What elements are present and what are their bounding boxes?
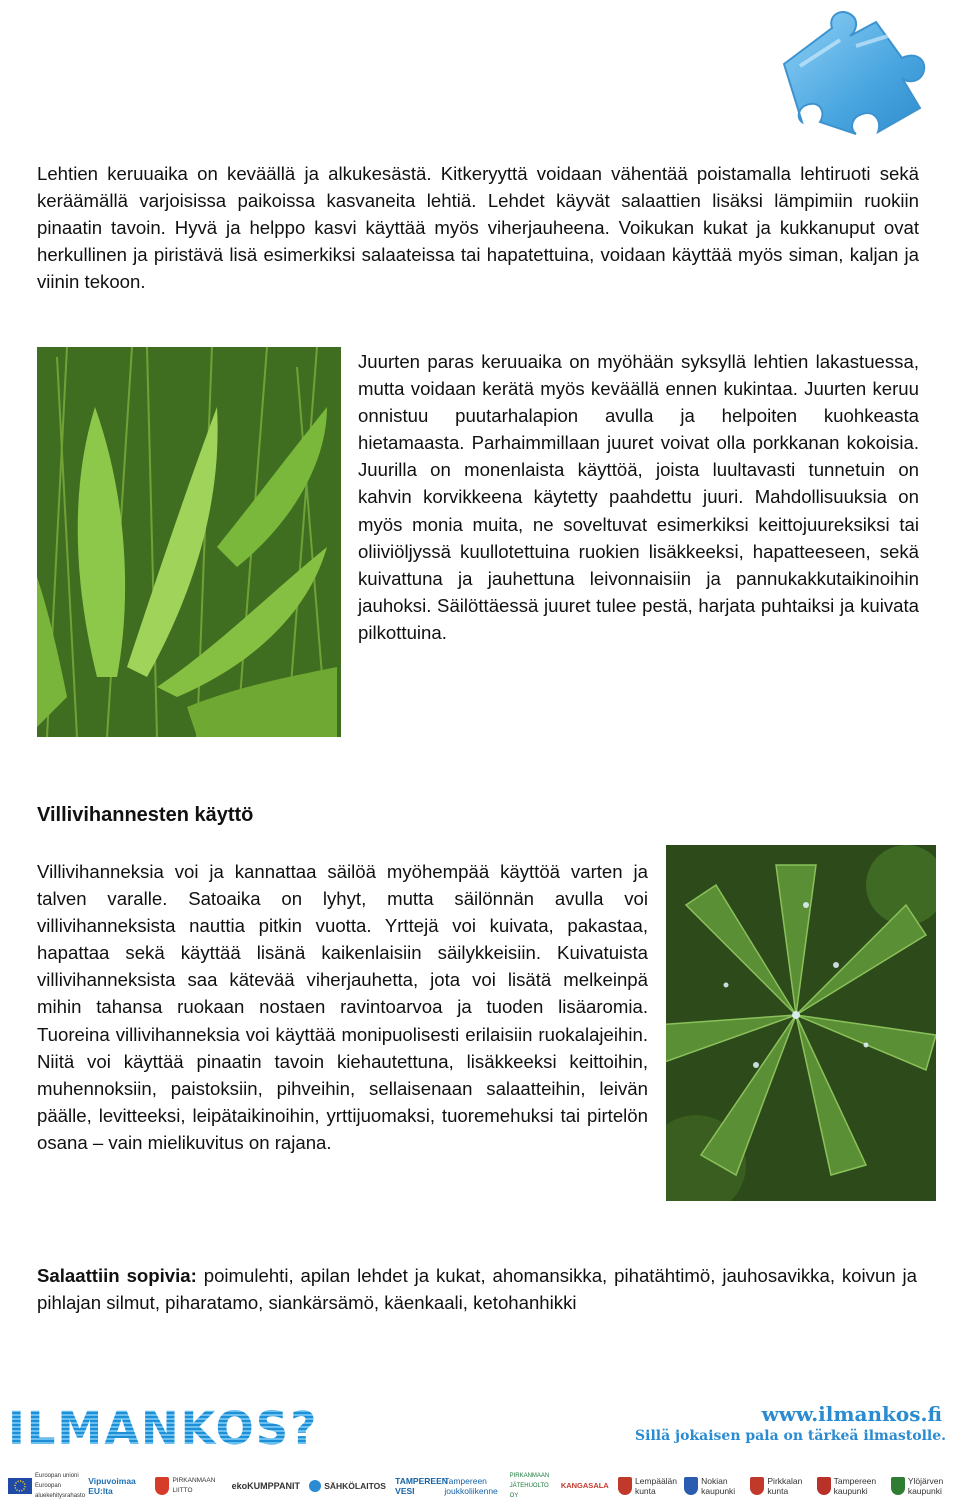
eu-flag-icon — [8, 1478, 32, 1494]
svg-text:ILMANKOS?: ILMANKOS? — [8, 1404, 319, 1450]
ekokumppanit-logo: ekoKUMPPANIT — [231, 1481, 300, 1491]
crest-icon — [684, 1477, 698, 1495]
crest-icon — [750, 1477, 764, 1495]
dandelion-leaves-photo — [37, 347, 341, 737]
website-url[interactable]: www.ilmankos.fi — [761, 1402, 942, 1426]
ilmankos-logo — [8, 1404, 368, 1450]
circle-icon — [309, 1480, 321, 1492]
section-heading: Villivihannesten käyttö — [37, 804, 254, 826]
vipuvoimaa-logo: Vipuvoimaa EU:lta — [88, 1476, 136, 1496]
pirkkala-logo: Pirkkalan kunta — [750, 1476, 807, 1496]
kangasala-logo: KANGASALA — [560, 1481, 609, 1490]
tampere-logo: Tampereen kaupunki — [817, 1476, 882, 1496]
vesi-logo: TAMPEREEN VESI — [395, 1476, 448, 1496]
nokia-logo: Nokian kaupunki — [684, 1476, 741, 1496]
joukkoliikenne-logo: Tampereen joukkoliikenne — [444, 1476, 498, 1496]
eu-logo: Euroopan unioni Euroopan aluekehitysrahasto — [8, 1471, 79, 1501]
ylojarvi-logo: Ylöjärven kaupunki — [891, 1476, 952, 1496]
ladys-mantle-photo — [666, 845, 936, 1201]
roots-paragraph: Juurten paras keruuaika on myöhään syksyllä lehtien lakastuessa, mutta voidaan kerätä myös keväällä ennen kukintaa. Juurten keruu onnistuu puutarhalapion avulla ja helpoiten kuohkeasta hietamaasta. Parhaimmillaan juuret voivat olla porkkanan kokoisia. Juurilla on monenlaista käyttöä, joista luultavasti tunnetuin on kahvin korvikkeena käytetty paahdettu juuri. Mahdollisuuksia on myös monia muita, ne soveltuvat esimerkiksi keittojuureksiksi tai oliiviöljyssä kuullotettuina ruokien lisäkkeeksi, hapatteeseen, sekä kuivattuna ja jauhettuna leivonnaisiin ja pannukakkutaikinoihin jauhoksi. Säilöttäessä juuret tulee pestä, harjata puhtaiksi ja kuivata pilkottuina. — [358, 351, 919, 643]
jatehuolto-logo: PIRKANMAAN JÄTEHUOLTO OY — [509, 1473, 550, 1499]
intro-paragraph: Lehtien keruuaika on keväällä ja alkukesästä. Kitkeryyttä voidaan vähentää poistamalla lehtiruoti sekä keräämällä varjoisissa paikoissa kasvaneita lehtiä. Lehdet käyvät salaattien lisäksi lämpimiin ruokiin pinaatin tavoin. Hyvä ja helppo kasvi käyttää myös viherjauheena. Voikukan kukat ja kukkanuput ovat herkullinen ja piristävä lisä esimerkiksi salaateissa tai hapatettuina, voidaan käyttää myös siman, kaljan ja viinin tekoon. — [37, 163, 919, 293]
crest-icon — [817, 1477, 831, 1495]
crest-icon — [618, 1477, 632, 1495]
partner-logos — [0, 1466, 960, 1506]
salad-label: Salaattiin sopivia: — [37, 1265, 197, 1286]
usage-paragraph: Villivihanneksia voi ja kannattaa säilöä myöhempää käyttöä varten ja talven varalle. Satoaika on lyhyt, mutta säilönnän avulla voi villivihanneksista nauttia pitkin vuotta. Yrttejä voi kuivata, pakastaa, hapattaa sekä käyttää lisänä kaikenlaisiin säilykkeisiin. Kuivatuista villivihanneksista saa kätevää viherjauhetta, jota voi lisätä melkeinpä mihin tahansa ruokaan nostaen ravintoarvoa ja tuoden lisäaromia. Tuoreina villivihanneksia voi käyttää monipuolisesti erilaisiin ruokalajeihin. Niitä voi käyttää pinaatin tavoin kiehautettuna, lisäkkeeksi keittoihin, muhennoksiin, paistoksiin, pihveihin, sellaisenaan salaatteihin, leivän päälle, levitteeksi, leipätaikinoihin, yrttijuomaksi, tuoremehuksi tai pirtelön osana – vain mielikuvitus on rajana. — [37, 861, 648, 1153]
crest-icon — [155, 1477, 169, 1495]
crest-icon — [891, 1477, 905, 1495]
pirkanmaa-logo: PIRKANMAAN LIITTO — [155, 1476, 222, 1496]
sahkolaitos-logo: SÄHKÖLAITOS — [309, 1480, 386, 1492]
puzzle-piece-logo — [770, 6, 952, 136]
salad-paragraph — [37, 1262, 917, 1316]
lempaala-logo: Lempäälän kunta — [618, 1476, 675, 1496]
footer-slogan: Sillä jokaisen pala on tärkeä ilmastolle. — [635, 1428, 946, 1444]
salad-text: poimulehti, apilan lehdet ja kukat, ahomansikka, pihatähtimö, jauhosavikka, koivun ja pihlajan silmut, piharatamo, siankärsämö, käenkaali, ketohanhikki — [37, 1265, 917, 1314]
